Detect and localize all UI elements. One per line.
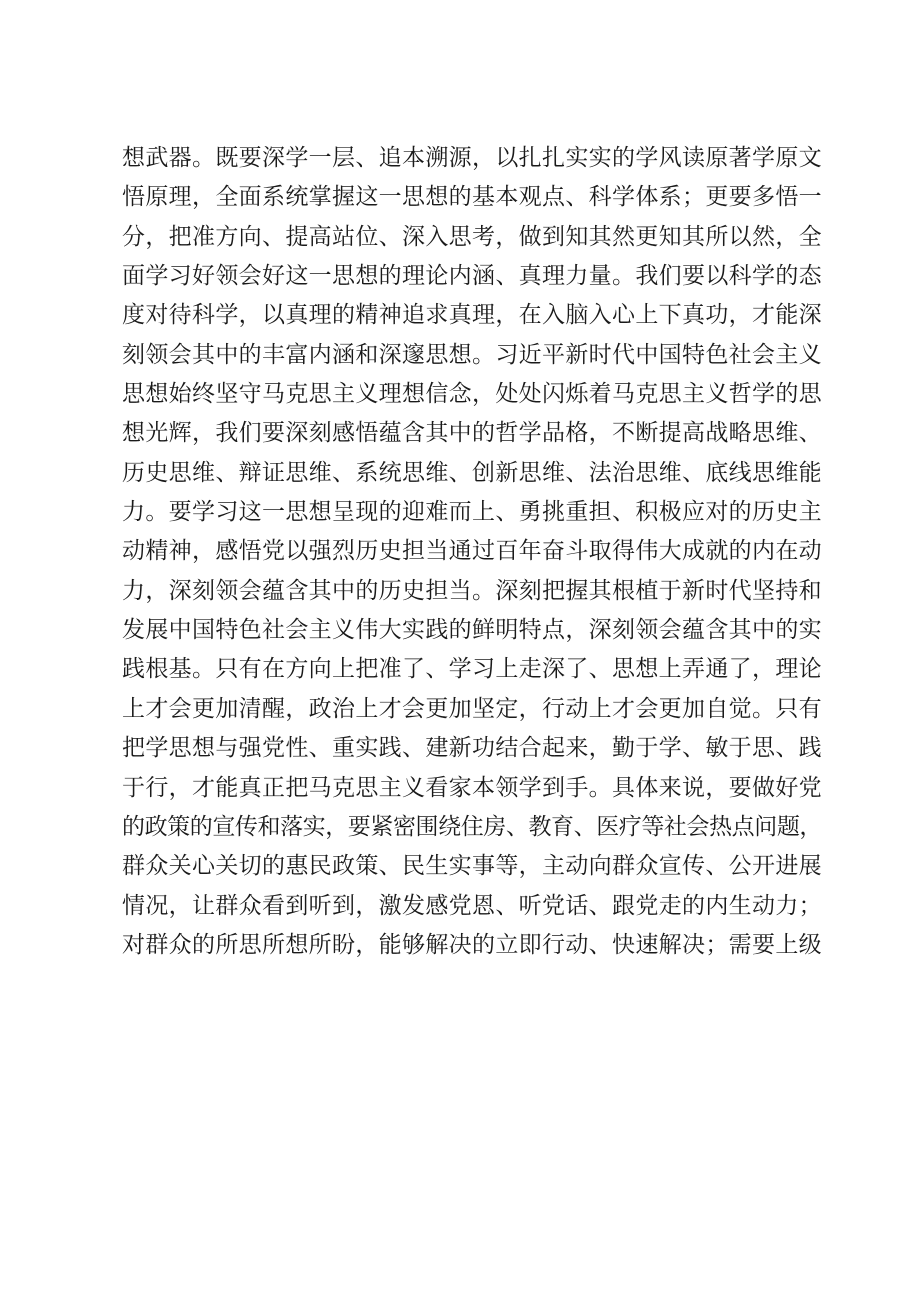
text-line: 想武器。既要深学一层、追本溯源，以扎扎实实的学风读原著学原文 <box>122 145 822 171</box>
text-line: 上才会更加清醒，政治上才会更加坚定，行动上才会更加自觉。只有 <box>122 695 822 722</box>
text-line: 力。要学习这一思想呈现的迎难而上、勇挑重担、积极应对的历史主 <box>122 499 822 526</box>
text-line: 群众关心关切的惠民政策、民生实事等，主动向群众宣传、公开进展 <box>122 853 822 880</box>
text-line: 度对待科学，以真理的精神追求真理，在入脑入心上下真功，才能深 <box>122 302 822 329</box>
text-line: 刻领会其中的丰富内涵和深邃思想。习近平新时代中国特色社会主义 <box>122 341 822 368</box>
text-line: 的政策的宣传和落实，要紧密围绕住房、教育、医疗等社会热点问题， <box>122 813 823 840</box>
text-line: 想光辉，我们要深刻感悟蕴含其中的哲学品格，不断提高战略思维、 <box>122 420 822 447</box>
text-line: 历史思维、辩证思维、系统思维、创新思维、法治思维、底线思维能 <box>122 459 822 486</box>
text-line: 动精神，感悟党以强烈历史担当通过百年奋斗取得伟大成就的内在动 <box>122 538 822 565</box>
text-line: 面学习好领会好这一思想的理论内涵、真理力量。我们要以科学的态 <box>122 263 822 290</box>
text-line: 力，深刻领会蕴含其中的历史担当。深刻把握其根植于新时代坚持和 <box>122 577 822 604</box>
text-line: 把学思想与强党性、重实践、建新功结合起来，勤于学、敏于思、践 <box>122 735 822 762</box>
text-line: 发展中国特色社会主义伟大实践的鲜明特点，深刻领会蕴含其中的实 <box>122 617 822 644</box>
text-line: 于行，才能真正把马克思主义看家本领学到手。具体来说，要做好党 <box>122 774 822 801</box>
text-line: 思想始终坚守马克思主义理想信念，处处闪烁着马克思主义哲学的思 <box>122 381 822 408</box>
text-line: 分，把准方向、提高站位、深入思考，做到知其然更知其所以然，全 <box>122 223 822 250</box>
text-line: 对群众的所思所想所盼，能够解决的立即行动、快速解决；需要上级 <box>122 931 822 958</box>
text-line: 践根基。只有在方向上把准了、学习上走深了、思想上弄通了，理论 <box>122 656 822 683</box>
text-line: 情况，让群众看到听到，激发感党恩、听党话、跟党走的内生动力； <box>122 892 822 919</box>
text-line: 悟原理，全面系统掌握这一思想的基本观点、科学体系；更要多悟一 <box>122 184 822 211</box>
body-text <box>122 139 822 965</box>
